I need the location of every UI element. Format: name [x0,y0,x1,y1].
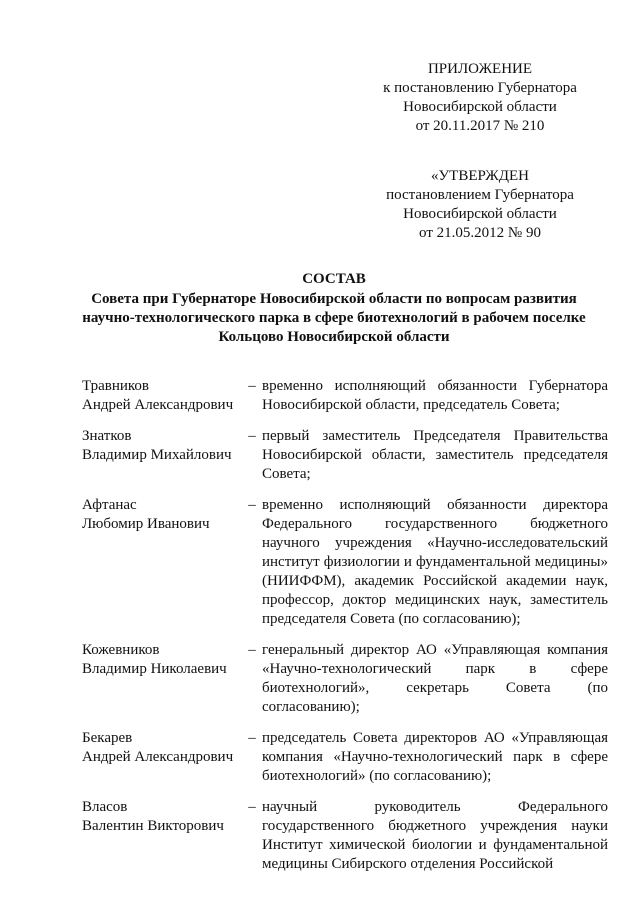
member-surname: Травников [82,378,149,394]
member-entry [82,798,608,874]
member-list [82,377,608,886]
title-subtitle-line: Совета при Губернаторе Новосибирской области по вопросам развития [91,291,577,307]
member-name [82,641,242,717]
title-subtitle-line: Кольцово Новосибирской области [218,329,450,345]
member-surname: Власов [82,799,128,815]
approved-line: «УТВЕРЖДЕН [431,168,529,184]
member-role: председатель Совета директоров АО «Управляющая компания «Научно-технологический парк в сфере биотехнологий» (по согласованию); [262,730,608,784]
member-dash: – [248,730,256,746]
member-dash: – [248,799,256,815]
member-dash: – [248,428,256,444]
member-name [82,377,242,415]
member-dash: – [248,378,256,394]
approved-line: от 21.05.2012 № 90 [419,225,541,241]
member-name [82,427,242,484]
member-role: генеральный директор АО «Управляющая компания «Научно-технологический парк в сфере биотехнологий», секретарь Совета (по согласованию); [262,642,608,715]
member-given-name: Андрей Александрович [82,397,234,413]
member-surname: Бекарев [82,730,133,746]
approved-line: Новосибирской области [403,206,557,222]
member-dash: – [248,497,256,513]
member-role: временно исполняющий обязанности Губернатора Новосибирской области, председатель Совета; [262,378,608,413]
member-given-name: Любомир Иванович [82,516,210,532]
appendix-line: от 20.11.2017 № 210 [415,118,545,134]
member-entry [82,641,608,717]
title-heading: СОСТАВ [302,271,366,287]
appendix-line: к постановлению Губернатора [383,80,577,96]
member-name [82,729,242,786]
member-dash: – [248,642,256,658]
member-name [82,496,242,629]
member-surname: Афтанас [82,497,137,513]
approved-line: постановлением Губернатора [386,187,574,203]
member-given-name: Валентин Викторович [82,818,224,834]
member-role: первый заместитель Председателя Правительства Новосибирской области, заместитель председателя Совета; [262,428,608,482]
appendix-line: ПРИЛОЖЕНИЕ [427,61,533,77]
member-entry [82,496,608,629]
member-entry [82,729,608,786]
member-given-name: Владимир Николаевич [82,661,227,677]
appendix-block [370,60,590,136]
appendix-line: Новосибирской области [403,99,557,115]
member-entry [82,427,608,484]
document-title [60,270,608,347]
member-entry [82,377,608,415]
approved-block [370,167,590,243]
member-given-name: Андрей Александрович [82,749,234,765]
member-role: научный руководитель Федерального государственного бюджетного учреждения науки Институт химической биологии и фундаментальной медицины Сибирского отделения Российской [262,799,608,872]
member-given-name: Владимир Михайлович [82,447,232,463]
member-surname: Знатков [82,428,132,444]
member-role: временно исполняющий обязанности директора Федерального государственного бюджетного научного учреждения «Научно-исследовательский институт физиологии и фундаментальной медицины» (НИИФФМ), академик Российской академии наук, профессор, доктор медицинских наук, заместитель председателя Совета (по согласованию); [262,497,608,627]
member-name [82,798,242,874]
member-surname: Кожевников [82,642,160,658]
title-subtitle-line: научно-технологического парка в сфере биотехнологий в рабочем поселке [82,310,586,326]
